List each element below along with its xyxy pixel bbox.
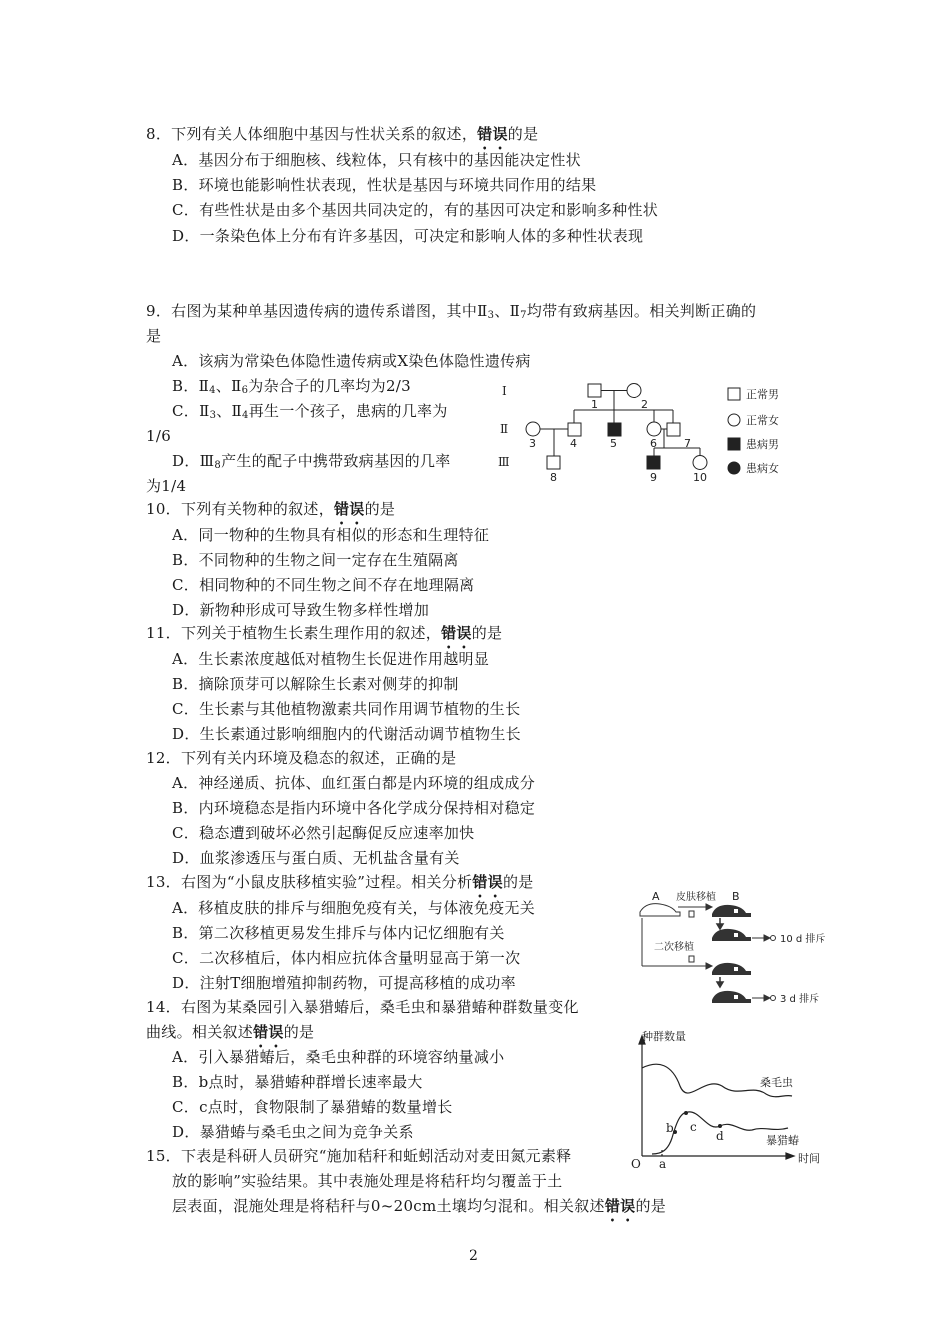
q14-option-d: D．暴猎蝽与桑毛虫之间为竞争关系: [172, 1123, 414, 1141]
q15-stem-line3: 层表面，混施处理是将秸秆与0~20cm土壤均匀混和。相关叙述错误的是: [172, 1197, 667, 1215]
q9-stem-cont: 是: [146, 327, 162, 345]
q11-option-c: C．生长素与其他植物激素共同作用调节植物的生长: [172, 700, 521, 718]
q9-option-a: A．该病为常染色体隐性遗传病或X染色体隐性遗传病: [172, 352, 531, 370]
reject-10d-label: 10 d 排斥: [780, 934, 826, 945]
point-label-b: b: [666, 1121, 674, 1135]
q13-option-d: D．注射T细胞增殖抑制药物，可提高移植的成功率: [172, 974, 516, 992]
pedigree-num-3: 3: [529, 437, 536, 450]
point-label-c: c: [690, 1120, 697, 1134]
q15-stem-line2: 放的影响”实验结果。其中表施处理是将秸秆均匀覆盖于土: [172, 1172, 563, 1190]
gen-label-2: Ⅱ: [500, 422, 509, 436]
legend-affected-female: 患病女: [746, 462, 779, 475]
pedigree-num-8: 8: [550, 471, 557, 484]
q8-option-d: D．一条染色体上分布有许多基因，可决定和影响人体的多种性状表现: [172, 227, 644, 245]
q14-stem-cont: 曲线。相关叙述错误的是: [146, 1023, 315, 1041]
population-curve-figure: [628, 1028, 833, 1170]
legend-affected-male: 患病男: [746, 438, 779, 451]
q9-option-c-cont: 1/6: [146, 427, 172, 445]
mouse-label-a: A: [652, 890, 660, 903]
q15-stem: 15．下表是科研人员研究“施加秸秆和蚯蚓活动对麦田氮元素释: [146, 1147, 572, 1165]
point-label-d: d: [716, 1129, 724, 1143]
origin-label: O: [631, 1157, 641, 1170]
pedigree-chart: [490, 374, 790, 486]
pedigree-num-1: 1: [591, 398, 598, 411]
q13-option-c: C．二次移植后，体内相应抗体含量明显高于第一次: [172, 949, 521, 967]
page-number: 2: [469, 1248, 478, 1264]
gen-label-3: Ⅲ: [498, 455, 510, 469]
q11-option-a: A．生长素浓度越低对植物生长促进作用越明显: [172, 650, 490, 668]
q8-stem: 8．下列有关人体细胞中基因与性状关系的叙述，错误的是: [146, 125, 539, 143]
pedigree-num-7: 7: [684, 437, 691, 450]
q8-option-a: A．基因分布于细胞核、线粒体，只有核中的基因能决定性状: [172, 151, 581, 169]
q14-option-a: A．引入暴猎蝽后，桑毛虫种群的环境容纳量减小: [172, 1048, 505, 1066]
q14-option-c: C．c点时，食物限制了暴猎蝽的数量增长: [172, 1098, 453, 1116]
q9-option-b: B．$Ⅱ_4$、$Ⅱ_6$为杂合子的几率均为2/3: [172, 377, 412, 396]
q11-stem: 11．下列关于植物生长素生理作用的叙述，错误的是: [146, 624, 503, 642]
q12-option-a: A．神经递质、抗体、血红蛋白都是内环境的组成成分: [172, 774, 536, 792]
q11-option-d: D．生长素通过影响细胞内的代谢活动调节植物生长: [172, 725, 521, 743]
skin-graft-label: 皮肤移植: [676, 892, 716, 903]
mouse-label-b: B: [732, 890, 740, 903]
q9-option-d-cont: 为1/4: [146, 477, 187, 495]
pedigree-num-5: 5: [610, 437, 617, 450]
q10-option-a: A．同一物种的生物具有相似的形态和生理特征: [172, 526, 490, 544]
legend-normal-male: 正常男: [746, 388, 779, 401]
skin-graft-diagram: [632, 880, 832, 1012]
q12-option-d: D．血浆渗透压与蛋白质、无机盐含量有关: [172, 849, 460, 867]
point-label-a: a: [659, 1157, 667, 1170]
legend-normal-female: 正常女: [746, 414, 779, 427]
q14-stem: 14．右图为某桑园引入暴猎蝽后，桑毛虫和暴猎蝽种群数量变化: [146, 998, 579, 1016]
q13-option-a: A．移植皮肤的排斥与细胞免疫有关，与体液免疫无关: [172, 899, 536, 917]
pedigree-num-2: 2: [641, 398, 648, 411]
pedigree-num-10: 10: [693, 471, 707, 484]
q8-option-b: B．环境也能影响性状表现，性状是基因与环境共同作用的结果: [172, 176, 597, 194]
q8-option-c: C．有些性状是由多个基因共同决定的，有的基因可决定和影响多种性状: [172, 201, 659, 219]
q9-option-d: D．$Ⅲ_8$产生的配子中携带致病基因的几率: [172, 452, 451, 471]
q12-option-c: C．稳态遭到破坏必然引起酶促反应速率加快: [172, 824, 475, 842]
q10-option-b: B．不同物种的生物之间一定存在生殖隔离: [172, 551, 459, 569]
q12-option-b: B．内环境稳态是指内环境中各化学成分保持相对稳定: [172, 799, 536, 817]
q14-option-b: B．b点时，暴猎蝽种群增长速率最大: [172, 1073, 423, 1091]
q10-option-c: C．相同物种的不同生物之间不存在地理隔离: [172, 576, 475, 594]
q13-option-b: B．第二次移植更易发生排斥与体内记忆细胞有关: [172, 924, 505, 942]
pedigree-num-6: 6: [650, 437, 657, 450]
q10-option-d: D．新物种形成可导致生物多样性增加: [172, 601, 430, 619]
gen-label-1: Ⅰ: [502, 384, 507, 398]
reject-3d-label: 3 d 排斥: [780, 994, 820, 1005]
q13-stem: 13．右图为“小鼠皮肤移植实验”过程。相关分析错误的是: [146, 873, 534, 891]
pedigree-num-9: 9: [650, 471, 657, 484]
q9-stem: 9．右图为某种单基因遗传病的遗传系谱图，其中$Ⅱ_3$、$Ⅱ_7$均带有致病基因。相关判断正确的: [146, 302, 757, 321]
y-axis-label: 种群数量: [642, 1030, 686, 1043]
q10-stem: 10．下列有关物种的叙述，错误的是: [146, 500, 396, 518]
q11-option-b: B．摘除顶芽可以解除生长素对侧芽的抑制: [172, 675, 459, 693]
q12-stem: 12．下列有关内环境及稳态的叙述，正确的是: [146, 749, 457, 767]
second-graft-label: 二次移植: [654, 942, 694, 953]
x-axis-label: 时间: [798, 1152, 820, 1165]
series-label-sangmaochong: 桑毛虫: [760, 1076, 793, 1089]
pedigree-num-4: 4: [570, 437, 577, 450]
series-label-baolieqiu: 暴猎蝽: [766, 1134, 799, 1147]
q9-option-c: C．$Ⅱ_3$、$Ⅱ_4$再生一个孩子，患病的几率为: [172, 402, 448, 421]
